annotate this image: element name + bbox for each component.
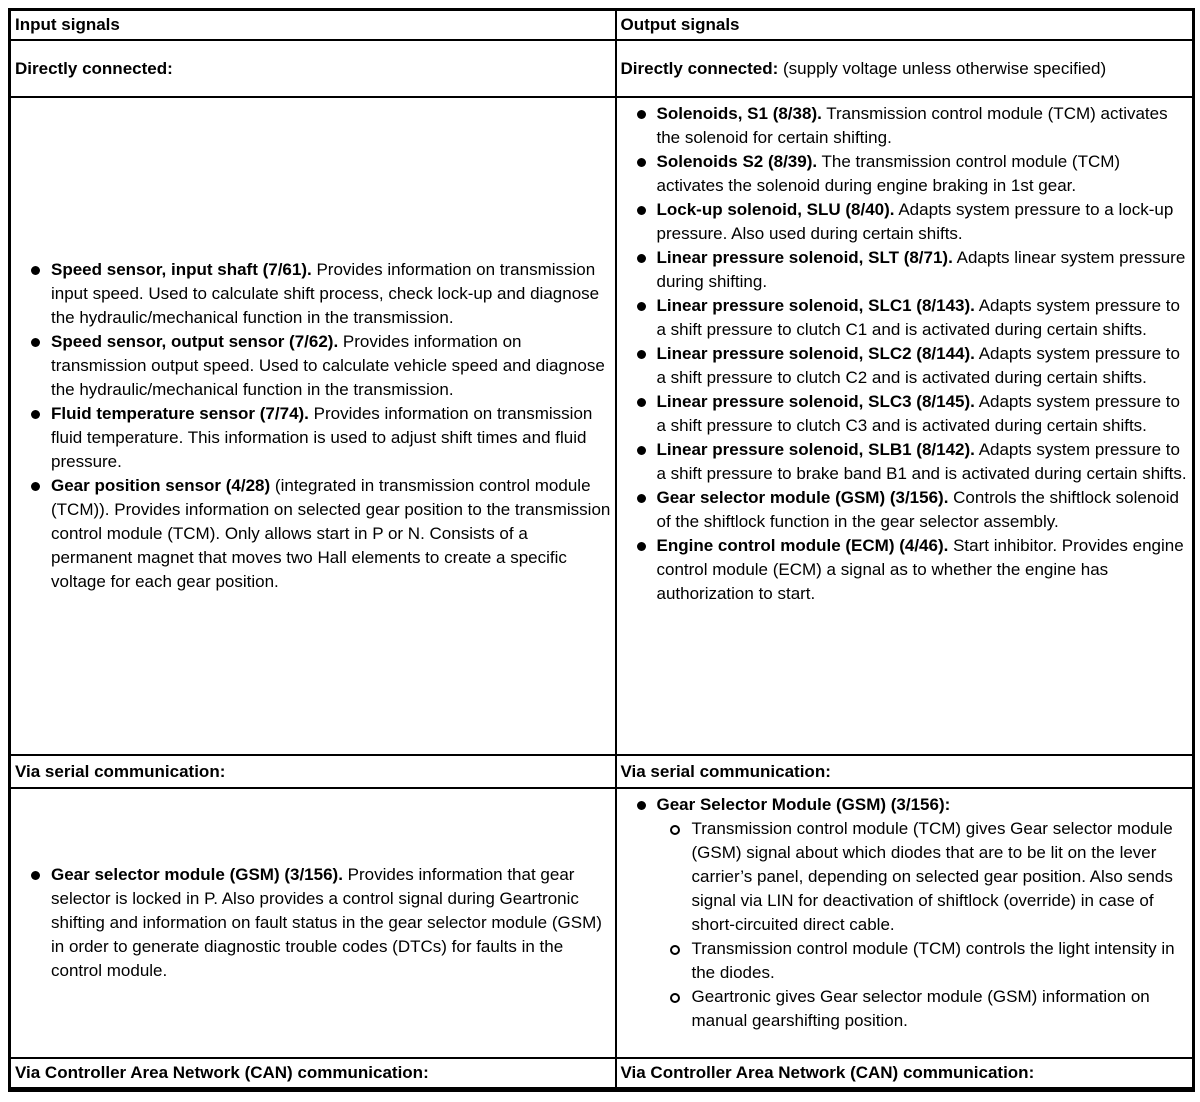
output-serial-cell (616, 788, 1194, 1058)
list-item: Speed sensor, output sensor (7/62). Provides information on transmission output speed. Used to calculate vehicle speed and diagnose the hydraulic/mechanical function in the transmission. (11, 330, 613, 402)
input-can-title-cell (10, 1058, 616, 1090)
input-direct-cell (10, 97, 616, 755)
list-item: Linear pressure solenoid, SLT (8/71). Adapts linear system pressure during shifting. (617, 246, 1191, 294)
list-item: Gear Selector Module (GSM) (3/156): Transmission control module (TCM) gives Gear selector module (GSM) signal about which diodes that are to be lit on the lever carrier’s panel, depending on selected gear position. Also sends signal via LIN for deactivation of shiftlock (override) in case of short-circuited direct cable. Transmission control module (TCM) controls the light intensity in the diodes. Geartronic gives Gear selector module (GSM) information on manual gearshifting position. (617, 793, 1191, 1033)
serial-content-row (10, 788, 1194, 1058)
col-header-output (616, 10, 1194, 41)
header-row (10, 10, 1194, 41)
list-item: Linear pressure solenoid, SLC3 (8/145). Adapts system pressure to a shift pressure to clutch C3 and is activated during certain shifts. (617, 390, 1191, 438)
output-direct-title: Directly connected: (620, 58, 779, 78)
direct-content-row (10, 97, 1194, 755)
serial-title-row (10, 755, 1194, 788)
list-item: Solenoids, S1 (8/38). Transmission control module (TCM) activates the solenoid for certain shifting. (617, 102, 1191, 150)
output-can-title-cell (616, 1058, 1194, 1090)
output-can-title: Via Controller Area Network (CAN) communication: (620, 1063, 1035, 1082)
output-serial-title: Via serial communication: (620, 761, 831, 781)
input-direct-list (11, 258, 613, 594)
input-serial-title: Via serial communication: (15, 761, 226, 781)
list-item: Linear pressure solenoid, SLC1 (8/143). Adapts system pressure to a shift pressure to clutch C1 and is activated during certain shifts. (617, 294, 1191, 342)
list-item: Gear selector module (GSM) (3/156). Controls the shiftlock solenoid of the shiftlock function in the gear selector assembly. (617, 486, 1191, 534)
sub-list-item: Geartronic gives Gear selector module (GSM) information on manual gearshifting position. (657, 985, 1191, 1033)
col-header-output-label: Output signals (620, 15, 740, 34)
can-title-row (10, 1058, 1194, 1090)
list-item: Gear position sensor (4/28) (integrated in transmission control module (TCM)). Provides information on selected gear position to the transmission control module (TCM). Only allows start in P or N. Consists of a permanent magnet that moves two Hall elements to create a specific voltage for each gear position. (11, 474, 613, 594)
input-serial-title-cell (10, 755, 616, 788)
output-direct-list (617, 102, 1191, 606)
signals-table (8, 8, 1195, 1092)
output-serial-title-cell (616, 755, 1194, 788)
input-direct-title-cell (10, 40, 616, 97)
list-item: Linear pressure solenoid, SLB1 (8/142). Adapts system pressure to a shift pressure to brake band B1 and is activated during certain shifts. (617, 438, 1191, 486)
list-item: Solenoids S2 (8/39). The transmission control module (TCM) activates the solenoid during engine braking in 1st gear. (617, 150, 1191, 198)
list-item: Lock-up solenoid, SLU (8/40). Adapts system pressure to a lock-up pressure. Also used during certain shifts. (617, 198, 1191, 246)
sub-list-item: Transmission control module (TCM) gives Gear selector module (GSM) signal about which diodes that are to be lit on the lever carrier’s panel, depending on selected gear position. Also sends signal via LIN for deactivation of shiftlock (override) in case of short-circuited direct cable. (657, 817, 1191, 937)
sub-list-item: Transmission control module (TCM) controls the light intensity in the diodes. (657, 937, 1191, 985)
output-serial-sublist (657, 817, 1191, 1033)
input-serial-list (11, 863, 613, 983)
output-direct-title-cell (616, 40, 1194, 97)
direct-title-row (10, 40, 1194, 97)
col-header-input (10, 10, 616, 41)
input-direct-title: Directly connected: (15, 58, 173, 78)
list-item: Fluid temperature sensor (7/74). Provides information on transmission fluid temperature. This information is used to adjust shift times and fluid pressure. (11, 402, 613, 474)
list-item: Speed sensor, input shaft (7/61). Provides information on transmission input speed. Used to calculate shift process, check lock-up and diagnose the hydraulic/mechanical function in the transmission. (11, 258, 613, 330)
list-item: Linear pressure solenoid, SLC2 (8/144). Adapts system pressure to a shift pressure to clutch C2 and is activated during certain shifts. (617, 342, 1191, 390)
input-can-title: Via Controller Area Network (CAN) communication: (15, 1063, 429, 1082)
list-item: Gear selector module (GSM) (3/156). Provides information that gear selector is locked in P. Also provides a control signal during Geartronic shifting and information on fault status in the gear selector module (GSM) in order to generate diagnostic trouble codes (DTCs) for faults in the control module. (11, 863, 613, 983)
col-header-input-label: Input signals (15, 15, 120, 34)
output-direct-title-note: (supply voltage unless otherwise specified) (783, 58, 1107, 78)
list-item: Engine control module (ECM) (4/46). Start inhibitor. Provides engine control module (ECM) a signal as to whether the engine has authorization to start. (617, 534, 1191, 606)
output-direct-cell (616, 97, 1194, 755)
input-serial-cell (10, 788, 616, 1058)
output-serial-list (617, 793, 1191, 1033)
